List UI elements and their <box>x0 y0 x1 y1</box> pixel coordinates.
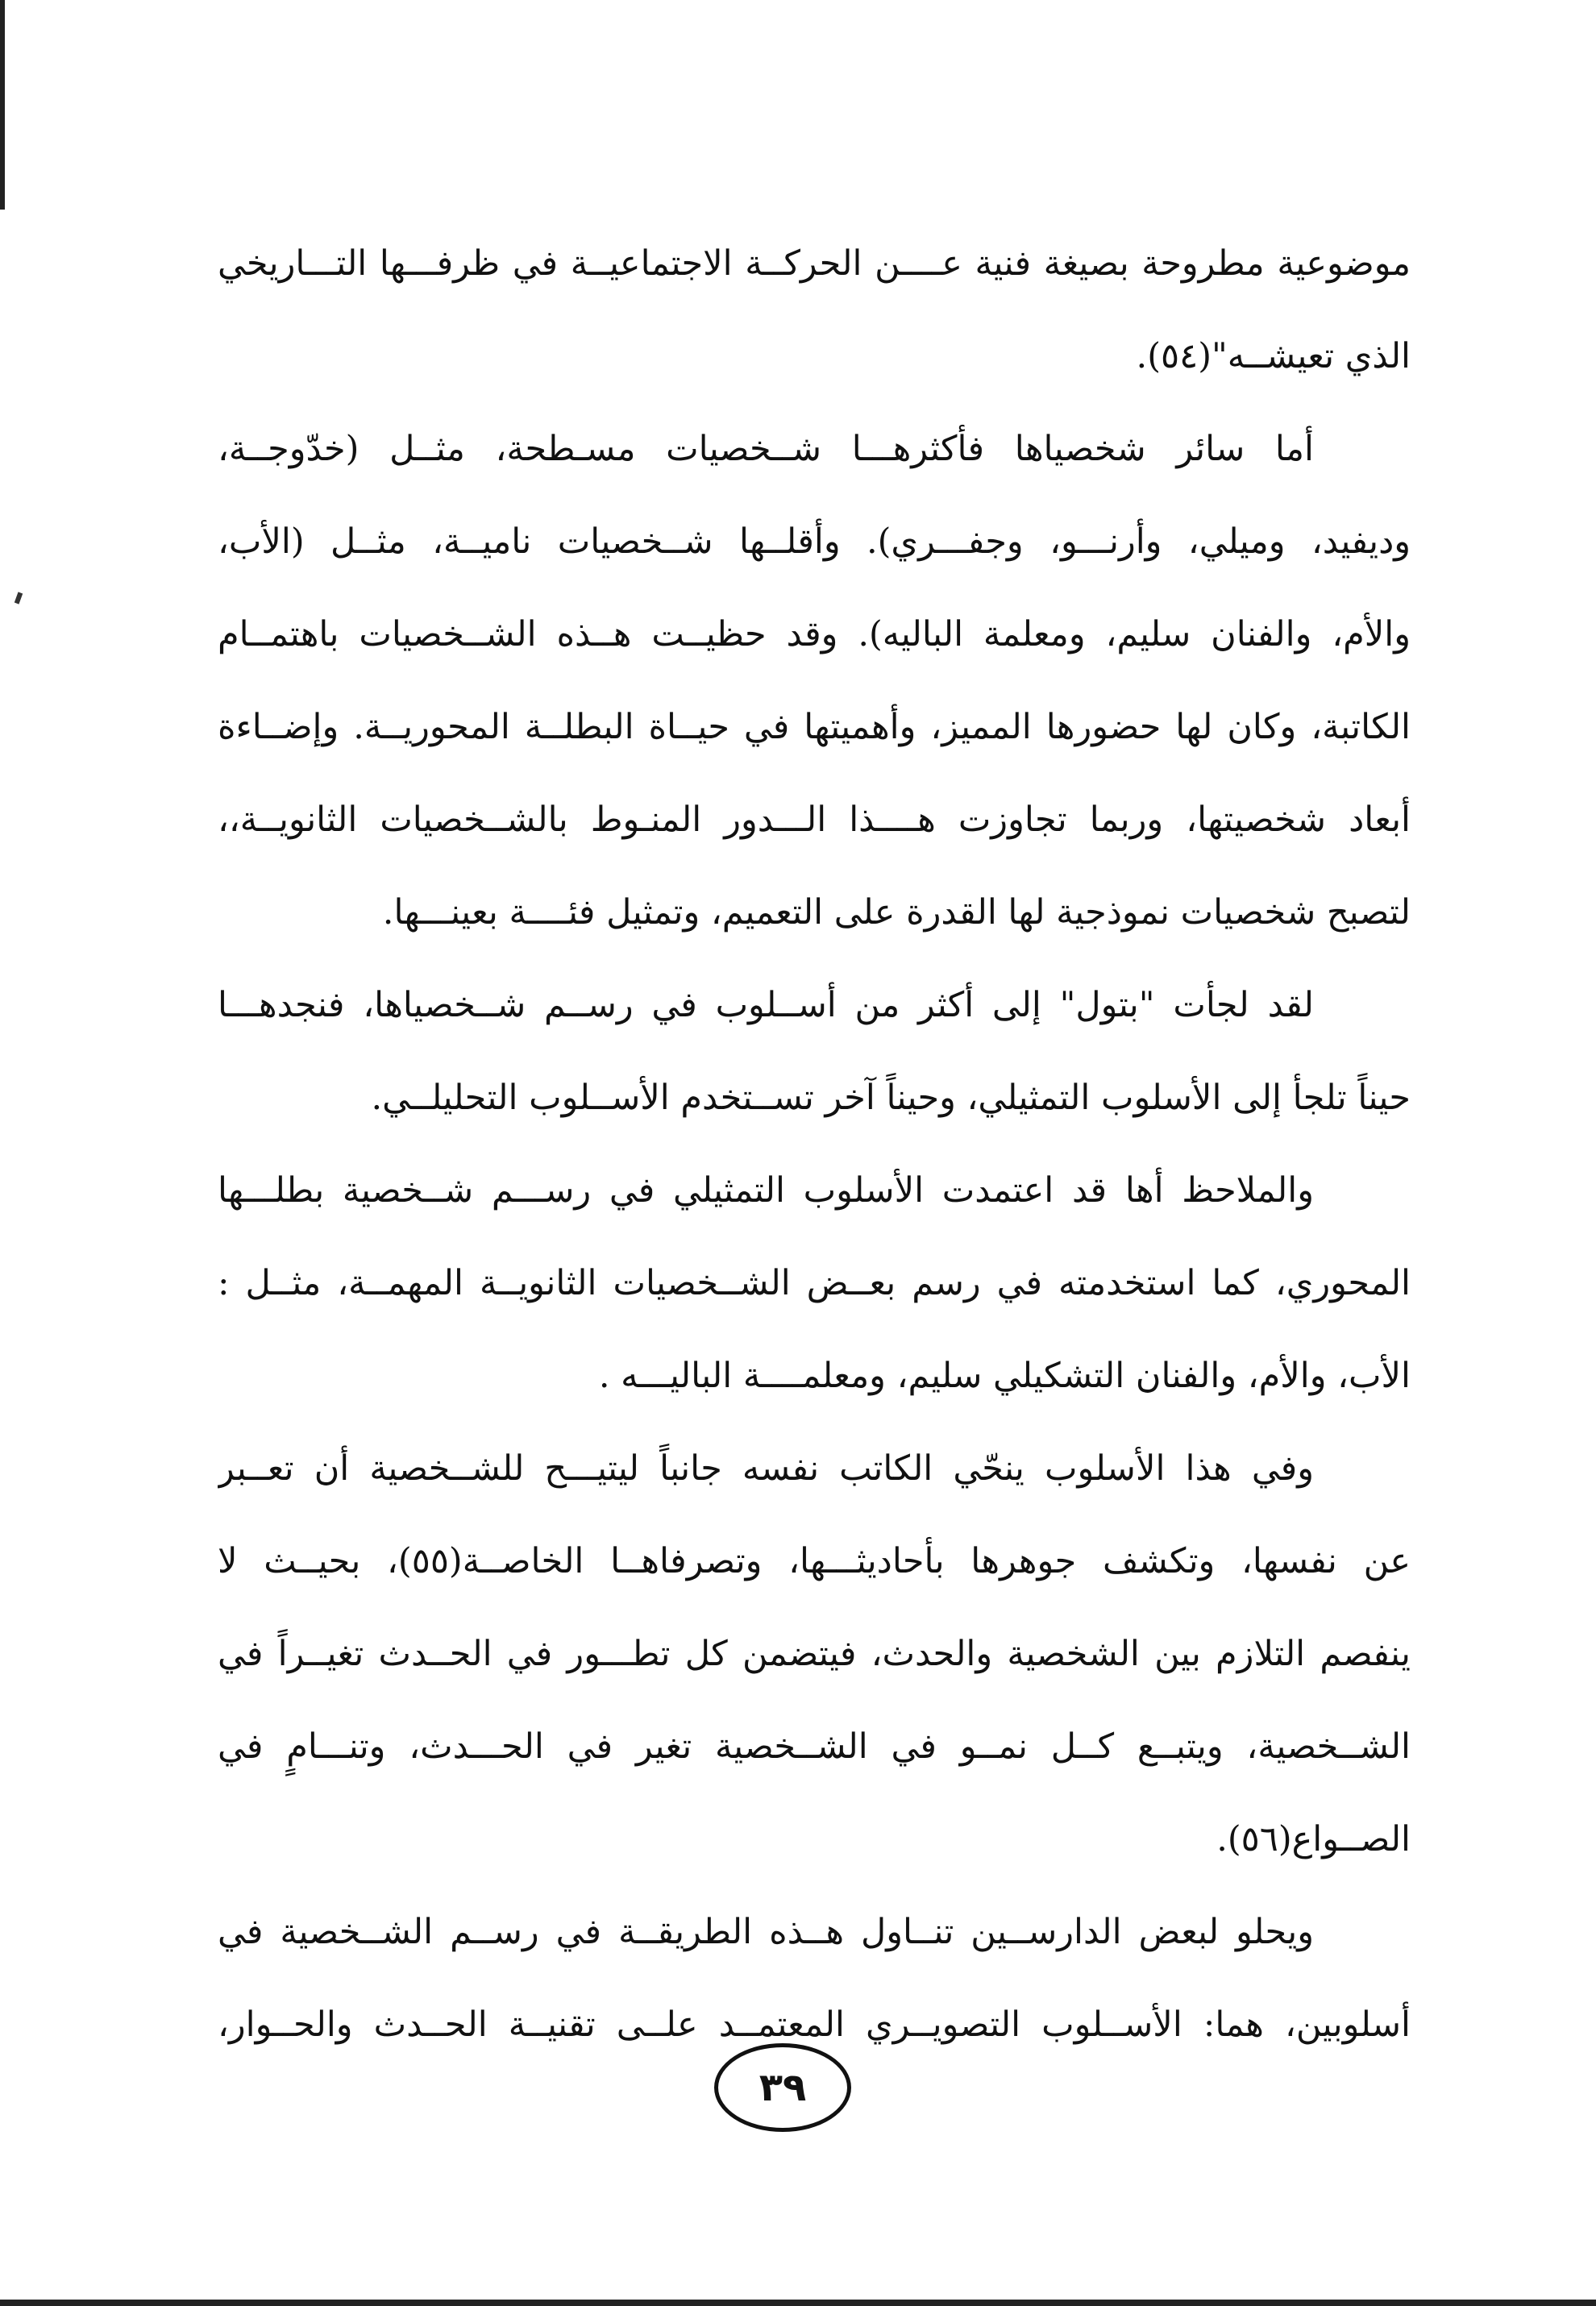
paragraph-first-line: والملاحظ أها قد اعتمدت الأسلوب التمثيلي في رســـم شــخصية بطلـــها <box>218 1170 1314 1211</box>
scan-border-left <box>0 0 5 210</box>
paragraph-first-line: أما سائر شخصياها فأكثرهـــا شــخصيات مسـطحة، مثــل (خدّوجــة، <box>218 429 1314 469</box>
scan-speck <box>15 592 23 604</box>
text-line: ينفصم التلازم بين الشخصية والحدث، فيتضمن كل تطـــور في الحــدث تغيــراً في <box>218 1634 1411 1674</box>
text-line: حيناً تلجأ إلى الأسلوب التمثيلي، وحيناً آخر تســتخدم الأســلوب التحليلــي. <box>371 1078 1411 1118</box>
text-line: وديفيد، وميلي، وأرنـــو، وجفـــري). وأقلــها شــخصيات ناميــة، مثــل (الأب، <box>218 521 1411 562</box>
text-line: الأب، والأم، والفنان التشكيلي سليم، ومعلمــــة الباليـــه . <box>598 1356 1411 1396</box>
text-line: أبعاد شخصيتها، وربما تجاوزت هــــذا الـــدور المنـوط بالشــخصيات الثانويــة،، <box>218 800 1411 840</box>
body-text <box>218 218 1411 2071</box>
page-number: ٣٩ <box>714 2043 851 2132</box>
text-line: المحوري، كما استخدمته في رسم بعــض الشــخصيات الثانويــة المهمــة، مثــل : <box>218 1263 1411 1303</box>
text-line: الصــواع(٥٦). <box>1216 1819 1411 1859</box>
paragraph-first-line: ويحلو لبعض الدارســين تنــاول هــذه الطريقــة في رســم الشــخصية في <box>218 1912 1314 1952</box>
text-line: لتصبح شخصيات نموذجية لها القدرة على التعميم، وتمثيل فئــــة بعينـــها. <box>382 892 1411 933</box>
paragraph-first-line: لقد لجأت "بتول" إلى أكثر من أســلوب في رســم شــخصياها، فنجدهـــا <box>218 985 1314 1025</box>
text-line: عن نفسها، وتكشف جوهرها بأحاديثـــها، وتصرفاهــا الخاصــة(٥٥)، بحيــث لا <box>218 1541 1411 1581</box>
text-line: والأم، والفنان سليم، ومعلمة الباليه). وقد حظيــت هــذه الشــخصيات باهتمــام <box>218 614 1411 654</box>
text-line: الذي تعيشــه"(٥٤). <box>1136 336 1411 376</box>
paragraph-first-line: وفي هذا الأسلوب ينحّي الكاتب نفسه جانباً ليتيـــح للشــخصية أن تعــبر <box>218 1448 1314 1489</box>
text-line: الكاتبة، وكان لها حضورها المميز، وأهميتها في حيــاة البطلــة المحوريــة. وإضــاءة <box>218 707 1411 747</box>
text-line: موضوعية مطروحة بصيغة فنية عــــن الحركــة الاجتماعيــة في ظرفـــها التـــاريخي <box>218 243 1411 284</box>
text-line: أسلوبين، هما: الأســلوب التصويــري المعتمــد علــى تقنيــة الحــدث والحــوار، <box>218 2005 1411 2045</box>
scan-border-bottom <box>0 2300 1596 2306</box>
text-line: الشــخصية، ويتبــع كــل نمــو في الشــخصية تغير في الحـــدث، وتنـــامٍ في <box>218 1726 1411 1767</box>
